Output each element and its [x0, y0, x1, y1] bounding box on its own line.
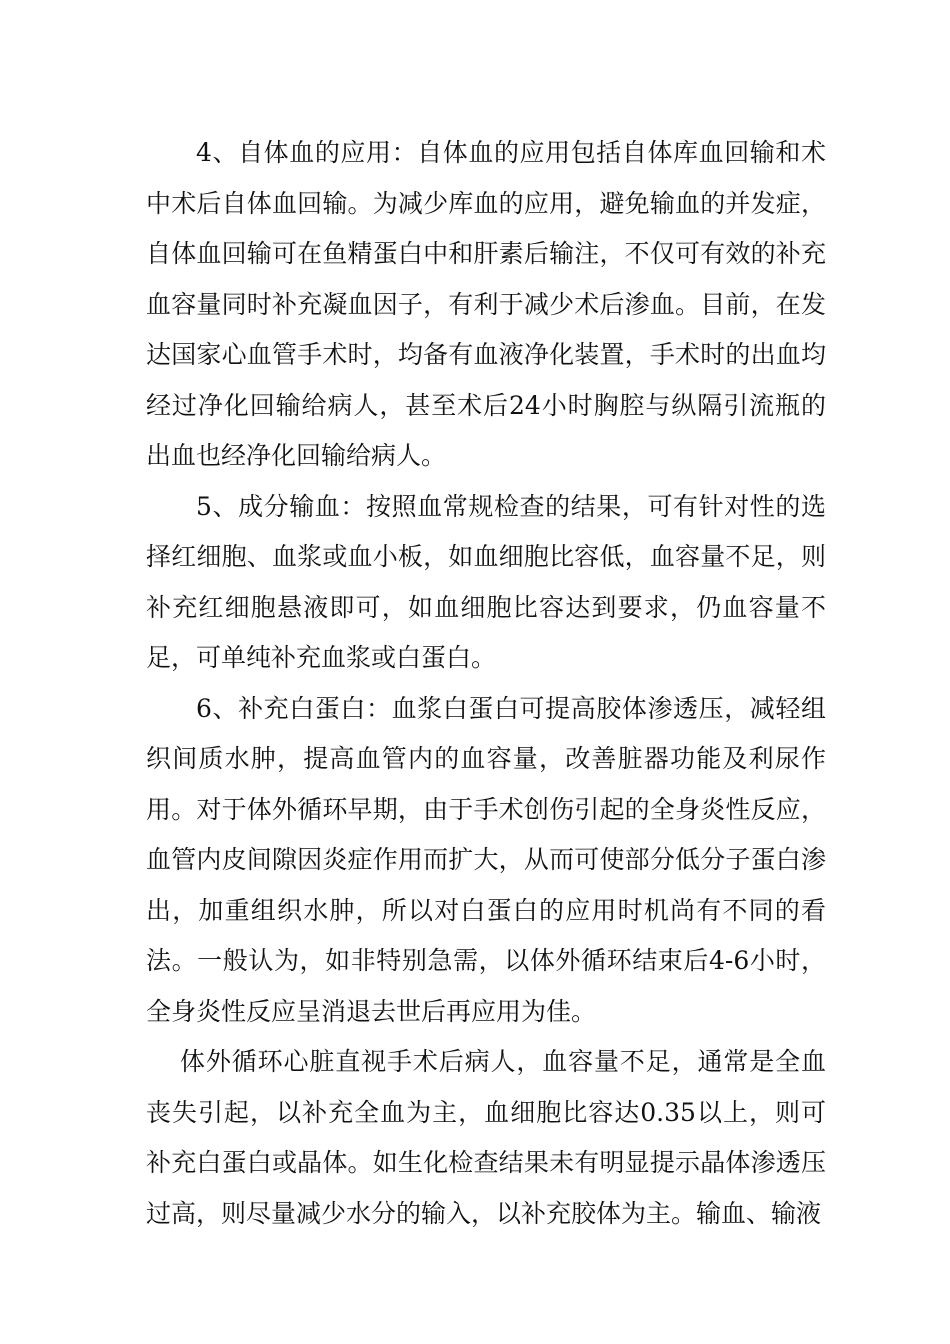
paragraph-albumin-supplement: 6、补充白蛋白：血浆白蛋白可提高胶体渗透压，减轻组织间质水肿，提高血管内的血容量，改善脏器功能及利尿作用。对于体外循环早期，由于手术创伤引起的全身炎性反应，血管内皮间隙因炎症作用而扩大，从而可使部分低分子蛋白渗出，加重组织水肿，所以对白蛋白的应用时机尚有不同的看法。一般认为，如非特别急需，以体外循环结束后4-6小时，全身炎性反应呈消退去世后再应用为佳。 [146, 693, 826, 1026]
paragraph-autologous-blood: 4、自体血的应用：自体血的应用包括自体库血回输和术中术后自体血回输。为减少库血的应用，避免输血的并发症，自体血回输可在鱼精蛋白中和肝素后输注，不仅可有效的补充血容量同时补充凝血因子，有利于减少术后渗血。目前，在发达国家心血管手术时，均备有血液净化装置，手术时的出血均经过净化回输给病人，甚至术后24小时胸腔与纵隔引流瓶的出血也经净化回输给病人。 [146, 138, 826, 470]
paragraph-component-transfusion: 5、成分输血：按照血常规检查的结果，可有针对性的选择红细胞、血浆或血小板，如血细胞比容低，血容量不足，则补充红细胞悬液即可，如血细胞比容达到要求，仍血容量不足，可单纯补充血浆或白蛋白。 [146, 491, 826, 672]
paragraph-postoperative-volume: 体外循环心脏直视手术后病人，血容量不足，通常是全血丧失引起，以补充全血为主，血细胞比容达0.35以上，则可补充白蛋白或晶体。如生化检查结果未有明显提示晶体渗透压过高，则尽量减少水分的输入，以补充胶体为主。输血、输液 [146, 1047, 826, 1228]
document-body [146, 128, 826, 1239]
